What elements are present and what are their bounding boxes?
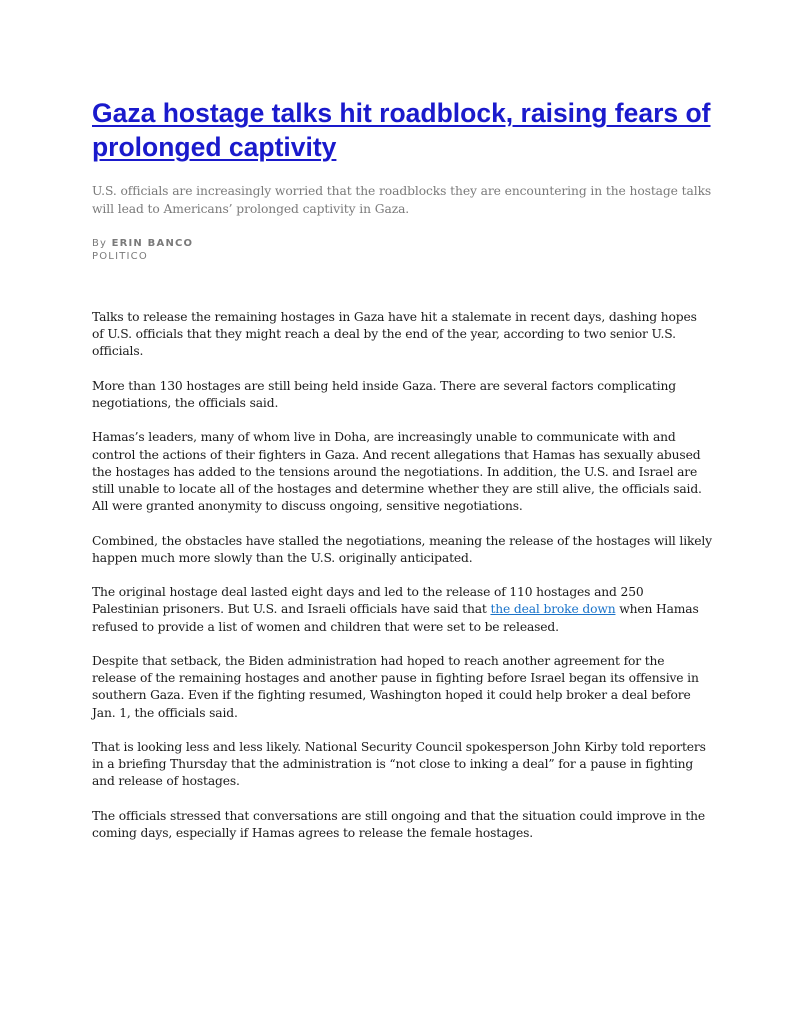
paragraph-text: The original hostage deal lasted eight days and led to the release of 110 hostages and 250 Palestinian prisoners. But U.S. and Israeli officials have said that [92, 585, 644, 617]
author-name: ERIN BANCO [111, 238, 194, 249]
article-dek: U.S. officials are increasingly worried that the roadblocks they are encountering in the hostage talks will lead to Americans’ prolonged captivity in Gaza. [92, 184, 712, 216]
byline-prefix: By [92, 238, 108, 249]
article-body [92, 309, 712, 842]
paragraph: The officials stressed that conversations are still ongoing and that the situation could improve in the coming days, especially if Hamas agrees to release the female hostages. [92, 808, 706, 840]
outlet-name: POLITICO [92, 251, 148, 262]
headline-link[interactable]: Gaza hostage talks hit roadblock, raising fears of prolonged captivity [92, 98, 711, 162]
paragraph: Combined, the obstacles have stalled the negotiations, meaning the release of the hostages will likely happen much more slowly than the U.S. originally anticipated. [92, 533, 712, 565]
paragraph: Despite that setback, the Biden administration had hoped to reach another agreement for the release of the remaining hostages and another pause in fighting before Israel began its offensive in southern Gaza. Even if the fighting resumed, Washington hoped it could help broker a deal before Jan. 1, the officials said. [92, 653, 699, 720]
article [92, 96, 712, 859]
byline [92, 237, 712, 250]
deal-broke-down-link[interactable]: the deal broke down [490, 602, 616, 617]
paragraph: That is looking less and less likely. National Security Council spokesperson John Kirby told reporters in a briefing Thursday that the administration is “not close to inking a deal” for a pause in fighting and release of hostages. [92, 739, 706, 789]
paragraph: More than 130 hostages are still being held inside Gaza. There are several factors complicating negotiations, the officials said. [92, 378, 676, 410]
paragraph: Hamas’s leaders, many of whom live in Doha, are increasingly unable to communicate with and control the actions of their fighters in Gaza. And recent allegations that Hamas has sexually abused the hostages has added to the tensions around the negotiations. In addition, the U.S. and Israel are still unable to locate all of the hostages and determine whether they are still alive, the officials said. All were granted anonymity to discuss ongoing, sensitive negotiations. [92, 430, 702, 514]
paragraph: Talks to release the remaining hostages in Gaza have hit a stalemate in recent days, dashing hopes of U.S. officials that they might reach a deal by the end of the year, according to two senior U.S. officials. [92, 310, 697, 359]
paragraph-with-link [92, 584, 712, 636]
paragraph-text: when Hamas refused to provide a list of women and children that were set to be released. [92, 602, 699, 634]
